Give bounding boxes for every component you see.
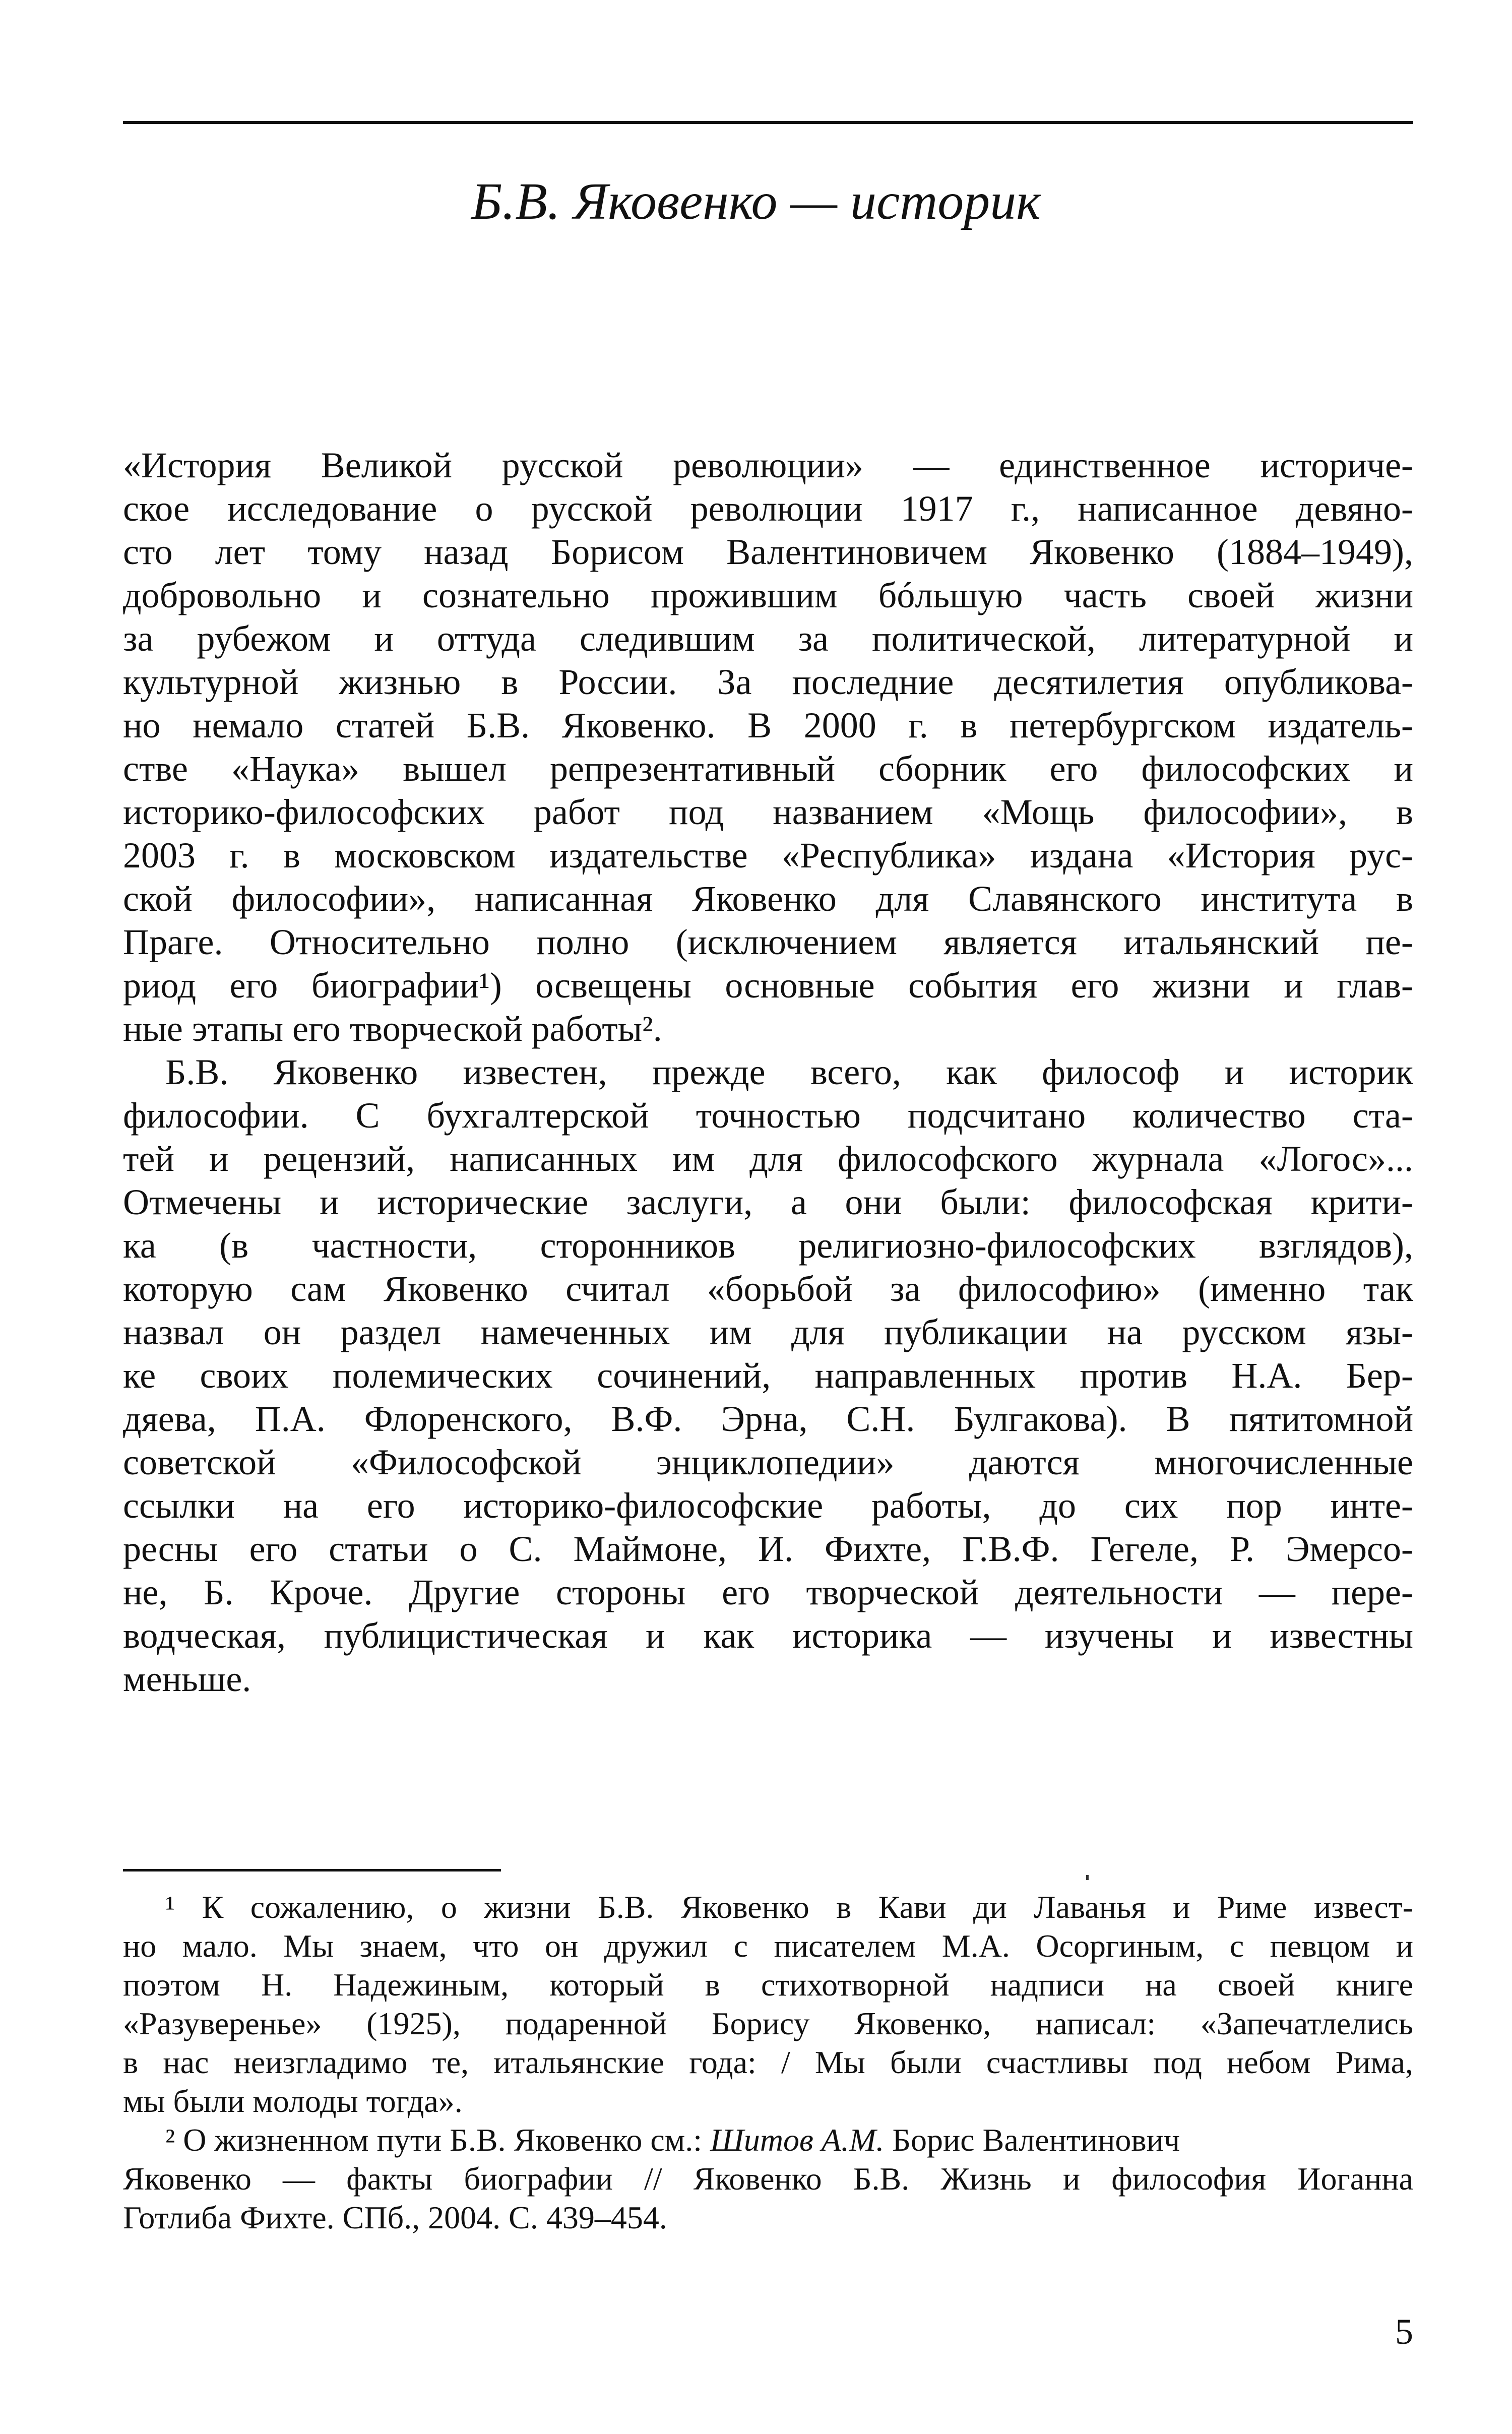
footnote-2-line: Яковенко — факты биографии // Яковенко Б.В. Жизнь и философия Иоганна <box>123 2161 1413 2197</box>
footnote-2-line <box>123 2120 1413 2159</box>
paragraph-line: ка (в частности, сторонников религиозно-философских взглядов), <box>123 1225 1413 1266</box>
page-number: 5 <box>1395 2312 1413 2352</box>
footnote-text: Борис Валентинович <box>884 2122 1180 2158</box>
paragraph-line: водческая, публицистическая и как историка — изучены и известны <box>123 1615 1413 1656</box>
footnote-author: Шитов А.М. <box>710 2122 885 2158</box>
paragraph-line: риод его биографии¹) освещены основные события его жизни и глав- <box>123 965 1413 1006</box>
paragraph-line: но немало статей Б.В. Яковенко. В 2000 г. в петербургском издатель- <box>123 705 1413 745</box>
footnote-1-line: ¹ К сожалению, о жизни Б.В. Яковенко в Кави ди Лаванья и Риме извест- <box>165 1889 1413 1925</box>
paragraph-line: Отмечены и исторические заслуги, а они были: философская крити- <box>123 1182 1413 1222</box>
paragraph-line: культурной жизнью в России. За последние десятилетия опубликова- <box>123 662 1413 702</box>
header-rule <box>123 121 1413 124</box>
paragraph-line: 2003 г. в московском издательстве «Республика» издана «История рус- <box>123 835 1413 876</box>
footnote-separator <box>123 1869 501 1871</box>
paragraph-line: ской философии», написанная Яковенко для Славянского института в <box>123 879 1413 919</box>
footnote-1-line: в нас неизгладимо те, итальянские года: / Мы были счастливы под небом Рима, <box>123 2044 1413 2080</box>
footnotes <box>123 1888 1413 2237</box>
paragraph-line: дяева, П.А. Флоренского, В.Ф. Эрна, С.Н. Булгакова). В пятитомной <box>123 1399 1413 1439</box>
chapter-title: Б.В. Яковенко — историк <box>471 172 1041 230</box>
paragraph-line: ское исследование о русской революции 1917 г., написанное девяно- <box>123 488 1413 529</box>
paragraph-line: стве «Наука» вышел репрезентативный сборник его философских и <box>123 748 1413 789</box>
paragraph-line: ные этапы его творческой работы². <box>123 1009 662 1049</box>
body-text <box>123 444 1413 1701</box>
footnote-1-line: поэтом Н. Надежиным, который в стихотворной надписи на своей книге <box>123 1967 1413 2003</box>
paragraph-line: за рубежом и оттуда следившим за политической, литературной и <box>123 618 1413 659</box>
paragraph-line: Праге. Относительно полно (исключением является итальянский пе- <box>123 922 1413 962</box>
paragraph-line: сто лет тому назад Борисом Валентиновичем Яковенко (1884–1949), <box>123 532 1413 572</box>
footnote-1-line: «Разуверенье» (1925), подаренной Борису Яковенко, написал: «Запечатлелись <box>123 2006 1413 2041</box>
paragraph-line: ке своих полемических сочинений, направленных против Н.А. Бер- <box>123 1355 1413 1396</box>
paragraph-line: ресны его статьи о С. Маймоне, И. Фихте, Г.В.Ф. Гегеле, Р. Эмерсо- <box>123 1529 1413 1569</box>
speck <box>1086 1875 1089 1880</box>
paragraph-line: тей и рецензий, написанных им для философского журнала «Логос»... <box>123 1139 1413 1179</box>
footnote-1-line: но мало. Мы знаем, что он дружил с писателем М.А. Осоргиным, с певцом и <box>123 1928 1413 1964</box>
paragraph-line: Б.В. Яковенко известен, прежде всего, как философ и историк <box>165 1052 1413 1092</box>
paragraph-line: меньше. <box>123 1659 251 1699</box>
paragraph-line: советской «Философской энциклопедии» даются многочисленные <box>123 1442 1413 1482</box>
paragraph-line: добровольно и сознательно прожившим бóльшую часть своей жизни <box>123 575 1413 615</box>
footnote-text: ² О жизненном пути Б.В. Яковенко см.: <box>165 2122 711 2158</box>
paragraph-line: «История Великой русской революции» — единственное историче- <box>123 445 1413 485</box>
paragraph-line: ссылки на его историко-философские работы, до сих пор инте- <box>123 1485 1413 1526</box>
paragraph-line: философии. С бухгалтерской точностью подсчитано количество ста- <box>123 1095 1413 1136</box>
footnote-1-line: мы были молоды тогда». <box>123 2083 463 2119</box>
paragraph-line: назвал он раздел намеченных им для публикации на русском язы- <box>123 1312 1413 1352</box>
paragraph-line: которую сам Яковенко считал «борьбой за философию» (именно так <box>123 1269 1413 1309</box>
paragraph-line: не, Б. Кроче. Другие стороны его творческой деятельности — пере- <box>123 1572 1413 1612</box>
paragraph-line: историко-философских работ под названием «Мощь философии», в <box>123 792 1413 832</box>
footnote-2-line: Готлиба Фихте. СПб., 2004. С. 439–454. <box>123 2200 667 2235</box>
